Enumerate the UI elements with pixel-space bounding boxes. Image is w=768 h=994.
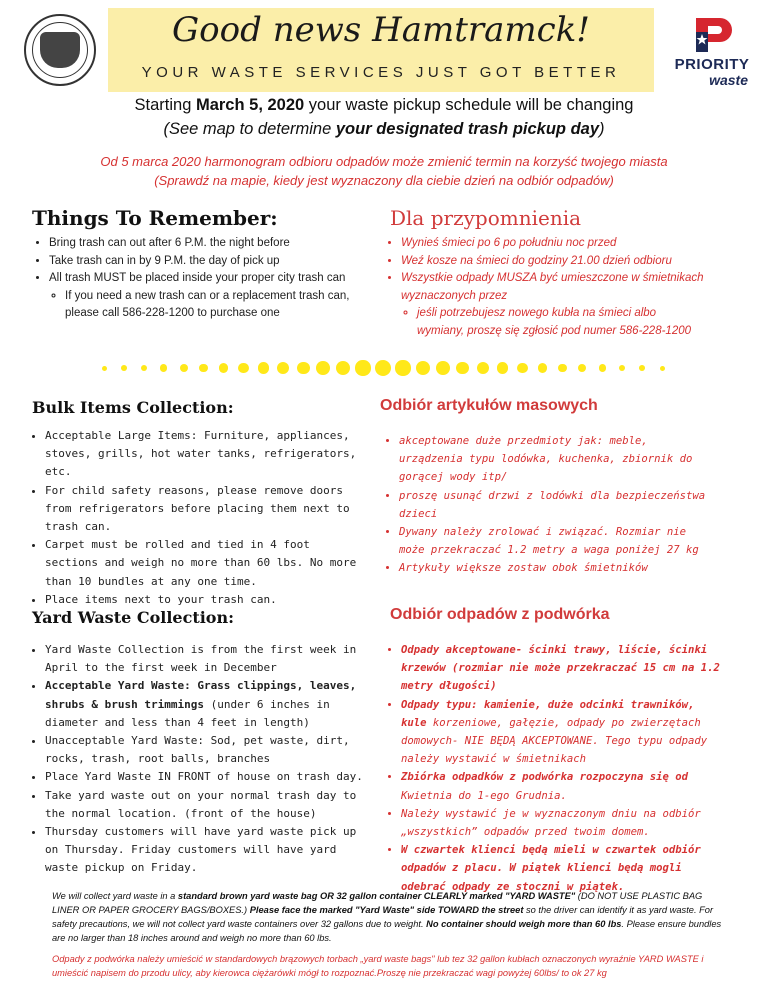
list-item [401, 768, 724, 804]
list-item: • Carpet must be rolled and tied in 4 foot sections and weigh no more than 60 lbs. No more than 10 bundles at any one time. [45, 536, 364, 591]
list-item-bold: Odpady typu: kamienie, duże odcinki trawników, kule [401, 698, 695, 729]
list-item-bold: Acceptable Yard Waste: Grass clippings, leaves, shrubs & brush trimmings [45, 679, 357, 711]
list-item: • Acceptable Large Items: Furniture, appliances, stoves, grills, hot water tanks, refrigerators, etc. [45, 427, 364, 482]
divider-dot [121, 365, 127, 371]
divider-dot [102, 366, 107, 371]
list-sub-item: ◦ jeśli potrzebujesz nowego kubła na śmieci albo wymiany, proszę się zgłosić pod numer 586-228-1200 [417, 305, 704, 340]
list-item-text: korzeniowe, gałęzie, odpady po zwierzętach domowych- NIE BĘDĄ AKCEPTOWANE. Tego typu odpady należy wystawić w śmietnikach [401, 716, 708, 766]
divider-dot [336, 361, 350, 375]
divider-dot [277, 362, 289, 374]
remember-title-pl: Dla przypomnienia [390, 206, 582, 230]
remember-list [32, 235, 352, 323]
list-item-text: Wszystkie odpady MUSZA być umieszczone w śmietnikach wyznaczonych przez [401, 272, 704, 302]
divider-dot [619, 365, 626, 372]
divider-dot [660, 366, 665, 371]
list-item: • Take trash can in by 9 P.M. the day of pick up [49, 253, 352, 271]
list-item: • Artykuły większe zostaw obok śmietników [399, 559, 712, 577]
note-text: (DO NOT USE PLASTIC BAG LINER OR PAPER GROCERY BAGS/BOXES.) [52, 891, 703, 915]
schedule-text: Starting [134, 96, 196, 114]
map-note-text: (See map to determine [163, 120, 336, 138]
list-item: • Należy wystawić je w wyznaczonym dniu na odbiór „wszystkich” odpadów przed twoim domem. [401, 805, 724, 841]
list-item: • Weź kosze na śmieci do godziny 21.00 dzień odbioru [401, 253, 704, 271]
divider-dot [477, 362, 489, 374]
schedule-line-en [0, 96, 768, 115]
remember-list-pl [384, 235, 704, 340]
list-item: • Unacceptable Yard Waste: Sod, pet waste, dirt, rocks, trash, root balls, branches [45, 732, 366, 768]
map-note-bold: your designated trash pickup day [335, 120, 600, 138]
divider-dot [578, 364, 586, 372]
divider-dot [416, 361, 430, 375]
priority-logo-icon [692, 14, 732, 54]
divider-dot [558, 364, 567, 373]
list-item: • W czwartek klienci będą mieli w czwartek odbiór odpadów z placu. W piątek klienci będą mogli odebrać odpady ze stoczni w piątek. [401, 841, 724, 896]
note-bold: standard brown yard waste bag OR 32 gallon container CLEARLY marked "YARD WASTE" [177, 891, 576, 901]
list-item: • Bring trash can out after 6 P.M. the night before [49, 235, 352, 253]
schedule-date: March 5, 2020 [195, 96, 305, 114]
divider-dot [456, 362, 469, 375]
list-item [49, 270, 352, 323]
list-item: • Place items next to your trash can. [45, 591, 364, 609]
divider-dot [599, 364, 606, 371]
divider-dot [538, 363, 548, 373]
schedule-line-pl: Od 5 marca 2020 harmonogram odbioru odpadów może zmienić termin na korzyść twojego miasta [100, 154, 668, 169]
schedule-text: your waste pickup schedule will be changing [304, 96, 634, 114]
list-item-text: Kwietnia do 1-ego Grudnia. [401, 789, 567, 802]
headline: Good news Hamtramck! [172, 10, 590, 50]
divider-dot [258, 362, 269, 373]
note-text: so the driver can identify it as yard waste. For safety precautions, we will not collect yard waste containers over 32 gallons due to weight. [52, 905, 714, 929]
yard-waste-note-pl: Odpady z podwórka należy umieścić w standardowych brązowych torbach „yard waste bags" lub tez 32 gallon kubłach oznaczonych wyraźnie YARD WASTE i umieścić napisem do przodu ulicy, aby kierowca ciężarówki mógł to rozpoznać.Proszę nie przekraczać wagi powyżej 60lbs/ to ok 27 kg [52, 954, 704, 978]
bulk-title: Bulk Items Collection: [32, 398, 234, 417]
list-item: • For child safety reasons, please remove doors from refrigerators before placing them next to trash can. [45, 482, 364, 537]
bulk-list [28, 427, 364, 609]
list-item-bold: Zbiórka odpadków z podwórka rozpoczyna się od [401, 771, 689, 784]
divider-dot [238, 363, 249, 374]
remember-title: Things To Remember: [32, 206, 278, 230]
divider-dot [639, 365, 645, 371]
map-note-text: ) [599, 120, 605, 138]
note-text: We will collect yard waste in a [52, 891, 178, 901]
divider-dot [199, 364, 208, 373]
divider-dot [141, 365, 148, 372]
divider-dot [297, 362, 310, 375]
divider-dot [497, 362, 508, 373]
city-seal [24, 14, 96, 86]
yard-list [28, 641, 366, 878]
note-bold: No container should weigh more than 60 lbs [426, 919, 622, 929]
list-item [401, 696, 724, 769]
list-item [401, 270, 704, 340]
list-item-text: (under 6 inches in diameter and less than 4 feet in length) [45, 697, 330, 729]
list-item: • Take yard waste out on your normal trash day to the normal location. (front of the house) [45, 787, 366, 823]
logo-word-priority: PRIORITY [674, 56, 750, 73]
yard-title-pl: Odbiór odpadów z podwórka [390, 606, 610, 623]
list-item: • proszę usunąć drzwi z lodówki dla bezpieczeństwa dzieci [399, 487, 712, 523]
note-text: . Please ensure bundles are no larger than 18 inches around and weigh no more than 60 lbs. [52, 919, 722, 943]
list-item: • Thursday customers will have yard waste pick up on Thursday. Friday customers will have yard waste pickup on Friday. [45, 823, 366, 878]
list-item: • Place Yard Waste IN FRONT of house on trash day. [45, 768, 366, 786]
list-item: • akceptowane duże przedmioty jak: meble, urządzenia typu lodówka, kuchenka, zbiornik do gorącej wody itp/ [399, 432, 712, 487]
list-item [45, 677, 366, 732]
divider-dot [219, 363, 229, 373]
bulk-title-pl: Odbiór artykułów masowych [380, 397, 598, 414]
seal-figures [40, 32, 80, 68]
schedule-map-note [0, 120, 768, 139]
divider-dot [517, 363, 528, 374]
logo-word-waste: waste [709, 72, 748, 88]
list-item-text: All trash MUST be placed inside your proper city trash can [49, 272, 346, 284]
schedule-map-note-pl: (Sprawdź na mapie, kiedy jest wyznaczony dla ciebie dzień na odbiór odpadów) [154, 173, 614, 188]
divider-dot [180, 364, 188, 372]
divider-dot [395, 360, 410, 375]
dot-divider [0, 350, 768, 390]
divider-dot [160, 364, 167, 371]
yard-title: Yard Waste Collection: [32, 608, 234, 627]
divider-dot [316, 361, 330, 375]
yard-list-pl [384, 641, 724, 896]
list-item: • Yard Waste Collection is from the first week in April to the first week in December [45, 641, 366, 677]
note-bold: Please face the marked "Yard Waste" side TOWARD the street [249, 905, 524, 915]
bulk-list-pl [382, 432, 712, 578]
priority-waste-logo [670, 14, 754, 90]
divider-dot [355, 360, 370, 375]
divider-dot [375, 360, 391, 376]
list-sub-item: ◦ If you need a new trash can or a replacement trash can, please call 586-228-1200 to purchase one [65, 288, 352, 323]
divider-dot [436, 361, 450, 375]
list-item: • Wynieś śmieci po 6 po południu noc przed [401, 235, 704, 253]
list-item: • Odpady akceptowane- ścinki trawy, liście, ścinki krzewów (rozmiar nie może przekraczać 15 cm na 1.2 metry długości) [401, 641, 724, 696]
yard-waste-note [52, 889, 722, 945]
list-item: • Dywany należy zrolować i związać. Rozmiar nie może przekraczać 1.2 metry a waga poniżej 27 kg [399, 523, 712, 559]
tagline: YOUR WASTE SERVICES JUST GOT BETTER [141, 64, 621, 81]
